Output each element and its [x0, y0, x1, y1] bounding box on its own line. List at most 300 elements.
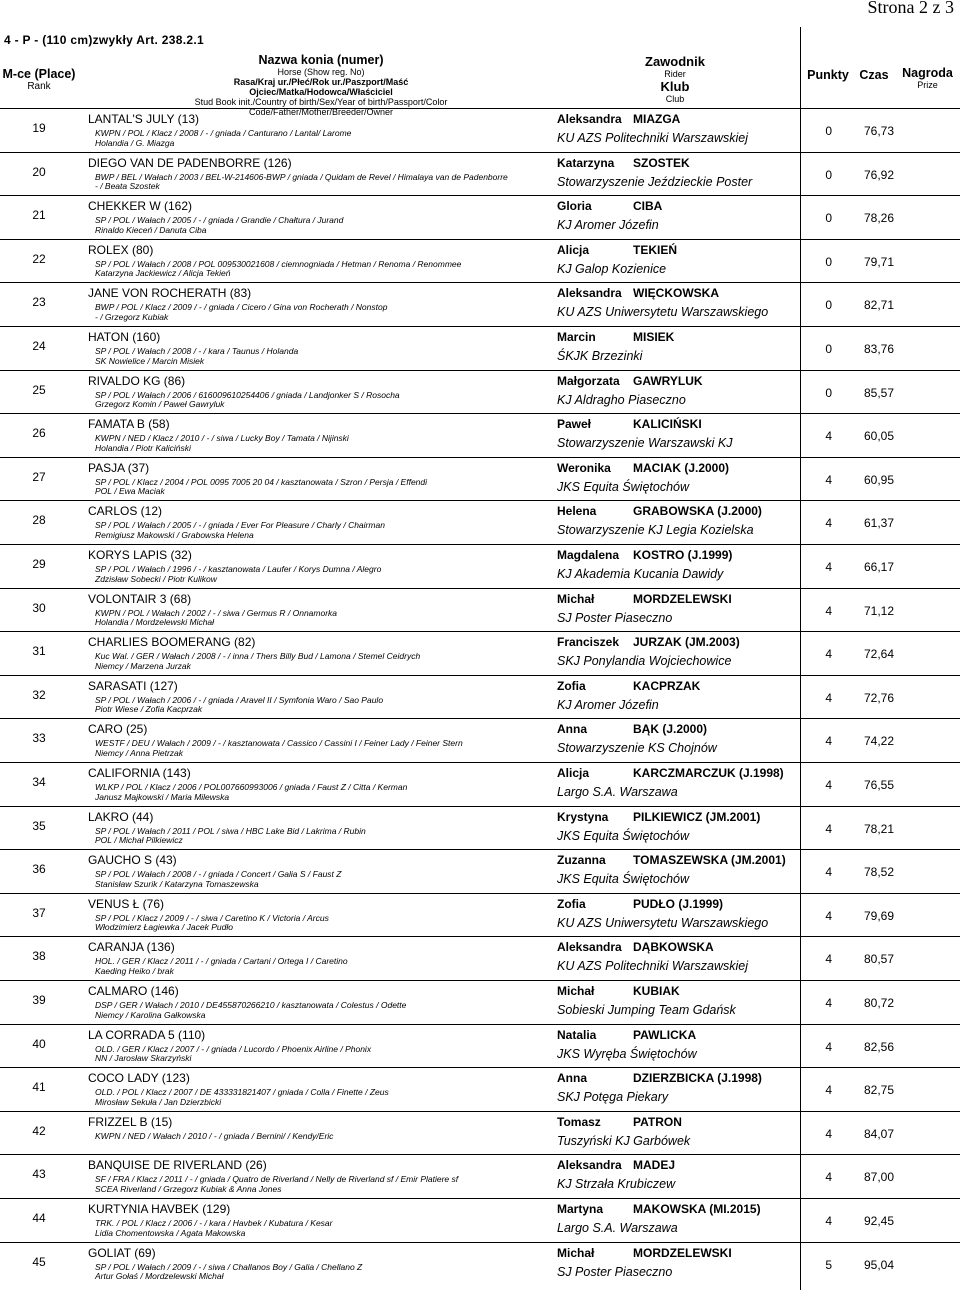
horse-details-line1: Kuc Wal. / GER / Wałach / 2008 / - / inna / Thers Billy Bud / Lamona / Stemel Ceidrych	[95, 651, 421, 662]
horse-details-line2: POL / Ewa Maciak	[95, 486, 165, 497]
rider-name	[557, 112, 680, 126]
club-name: JKS Wyręba Świętochów	[557, 1046, 697, 1061]
rank-cell: 36	[32, 862, 46, 877]
horse-details	[95, 696, 383, 715]
time-cell: 78,21	[863, 821, 894, 836]
time-cell: 60,95	[863, 472, 894, 487]
horse-details-line2: Katarzyna Jackiewicz / Alicja Tekień	[95, 268, 231, 279]
result-row	[0, 936, 960, 981]
rider-last-name: PUDŁO (J.1999)	[633, 896, 724, 911]
horse-name: GAUCHO S (43)	[88, 853, 177, 868]
rank-cell: 30	[32, 600, 46, 615]
rider-last-name: TEKIEŃ	[633, 242, 678, 257]
rider-last-name: BĄK (J.2000)	[633, 722, 708, 737]
horse-details-line1: SP / POL / Wałach / 2006 / - / gniada / Aravel II / Symfonia Waro / Sao Paulo	[95, 694, 384, 705]
horse-details	[95, 1045, 371, 1064]
rider-name	[557, 1028, 696, 1042]
rider-name	[557, 940, 714, 954]
result-row	[0, 1111, 960, 1156]
points-cell: 0	[825, 298, 832, 313]
horse-details-line2: Grzegorz Komin / Paweł Gawryluk	[95, 399, 225, 410]
club-name: SJ Poster Piaseczno	[557, 1264, 673, 1279]
rider-first-name: Zofia	[557, 896, 586, 911]
points-cell: 4	[825, 516, 832, 531]
rank-cell: 33	[32, 731, 46, 746]
horse-details-line1: SP / POL / Wałach / 2006 / 616009610254406 / gniada / Landjonker S / Rosocha	[95, 389, 400, 400]
horse-details-line1: KWPN / NED / Wałach / 2010 / - / gniada / Bernini/ / Kendy/Eric	[95, 1130, 334, 1141]
points-cell: 4	[825, 734, 832, 749]
horse-details-line2: Włodzimierz Łagiewka / Jacek Pudło	[95, 922, 233, 933]
rider-last-name: PILKIEWICZ (JM.2001)	[633, 809, 761, 824]
horse-details	[95, 216, 343, 235]
result-row	[0, 1024, 960, 1069]
horse-details-line1: SP / POL / Wałach / 2009 / - / siwa / Challanos Boy / Galia / Chellano Z	[95, 1261, 363, 1272]
result-row	[0, 849, 960, 894]
time-cell: 85,57	[863, 385, 894, 400]
rider-first-name: Zuzanna	[557, 853, 606, 868]
horse-name: ROLEX (80)	[88, 242, 154, 257]
header-rank-title: M-ce (Place)	[2, 67, 76, 81]
rank-cell: 42	[32, 1123, 46, 1138]
header-prize-title: Nagroda	[902, 66, 953, 80]
time-cell: 87,00	[863, 1170, 894, 1185]
rider-name	[557, 1071, 762, 1085]
horse-details-line1: TRK. / POL / Klacz / 2006 / - / kara / Havbek / Kubatura / Kesar	[95, 1218, 333, 1228]
rider-first-name: Aleksandra	[557, 286, 622, 301]
rank-cell: 31	[32, 644, 46, 659]
rider-name	[557, 766, 784, 780]
horse-details-line1: SF / FRA / Klacz / 2011 / - / gniada / Quatro de Riverland / Nelly de Riverland sf / Emir Platiere sf	[95, 1174, 459, 1185]
horse-details	[95, 870, 341, 889]
rank-cell: 40	[32, 1036, 46, 1051]
rider-first-name: Paweł	[557, 417, 592, 432]
points-cell: 4	[825, 1126, 832, 1141]
rank-cell: 34	[32, 775, 46, 789]
horse-name: JANE VON ROCHERATH (83)	[88, 286, 252, 301]
time-cell: 76,55	[863, 778, 894, 792]
rider-name	[557, 635, 740, 649]
result-row	[0, 1154, 960, 1199]
points-cell: 4	[825, 952, 832, 967]
rider-first-name: Aleksandra	[557, 940, 622, 955]
rider-last-name: MAKOWSKA (MI.2015)	[633, 1202, 761, 1216]
rider-name	[557, 810, 760, 824]
horse-name: BANQUISE DE RIVERLAND (26)	[88, 1158, 267, 1173]
horse-details-line1: OLD. / GER / Klacz / 2007 / - / gniada / Lucordo / Phoenix Airline / Phonix	[95, 1043, 372, 1054]
points-cell: 4	[825, 1083, 832, 1098]
horse-details	[95, 957, 348, 976]
rank-cell: 28	[32, 513, 46, 528]
result-row	[0, 1198, 960, 1243]
horse-details-line2: Niemcy / Anna Pietrzak	[95, 747, 184, 758]
horse-details	[95, 434, 349, 453]
horse-details-line2: Lidia Chomentowska / Agata Makowska	[95, 1227, 246, 1238]
horse-name: CHEKKER W (162)	[88, 199, 193, 214]
horse-details-line2: SCEA Riverland / Grzegorz Kubiak & Anna Jones	[95, 1183, 282, 1194]
rider-last-name: KACPRZAK	[633, 678, 701, 693]
rider-last-name: JURZAK (JM.2003)	[633, 635, 740, 650]
horse-details-line2: Holandia / G. Miazga	[95, 137, 175, 148]
time-cell: 78,52	[863, 865, 894, 880]
horse-details-line2: POL / Michał Pilkiewicz	[95, 835, 183, 846]
club-name: SKJ Potęga Piekary	[557, 1090, 669, 1105]
rider-first-name: Anna	[557, 1071, 587, 1086]
club-name: Stowarzyszenie Warszawski KJ	[557, 436, 733, 451]
result-row	[0, 1242, 960, 1287]
rider-last-name: GRABOWSKA (J.2000)	[633, 504, 762, 519]
horse-details-line2: Holandia / Mordzelewski Michał	[95, 617, 215, 628]
rider-last-name: DĄBKOWSKA	[633, 940, 714, 955]
rider-name	[557, 243, 677, 257]
result-row	[0, 500, 960, 545]
points-cell: 4	[825, 429, 832, 444]
rider-name	[557, 853, 786, 867]
time-cell: 82,75	[863, 1083, 894, 1098]
result-row	[0, 413, 960, 458]
time-cell: 76,92	[863, 167, 894, 182]
points-cell: 4	[825, 560, 832, 574]
time-cell: 76,73	[863, 124, 894, 138]
club-name: KU AZS Uniwersytetu Warszawskiego	[557, 915, 769, 930]
rider-last-name: MORDZELEWSKI	[633, 591, 732, 606]
horse-details-line1: SP / POL / Wałach / 2005 / - / gniada / Grandie / Chałtura / Jurand	[95, 215, 344, 226]
rank-cell: 23	[32, 295, 46, 310]
horse-details-line2: Niemcy / Karolina Gałkowska	[95, 1009, 206, 1020]
rider-last-name: MACIAK (J.2000)	[633, 460, 730, 475]
time-cell: 80,57	[863, 952, 894, 967]
horse-details-line1: SP / POL / Klacz / 2009 / - / siwa / Caretino K / Victoria / Arcus	[95, 912, 329, 923]
points-cell: 4	[825, 778, 832, 792]
result-row	[0, 588, 960, 633]
points-cell: 4	[825, 1214, 832, 1228]
result-row	[0, 631, 960, 676]
club-name: KJ Strzała Krubiczew	[557, 1177, 676, 1192]
horse-name: CARO (25)	[88, 722, 148, 737]
horse-name: KURTYNIA HAVBEK (129)	[88, 1202, 231, 1216]
rider-first-name: Aleksandra	[557, 112, 622, 126]
rider-last-name: KOSTRO (J.1999)	[633, 548, 733, 562]
horse-name: PASJA (37)	[88, 460, 150, 475]
rider-name	[557, 897, 723, 911]
rank-cell: 41	[32, 1080, 46, 1095]
horse-name: CARANJA (136)	[88, 940, 175, 955]
horse-name: RIVALDO KG (86)	[88, 373, 186, 388]
rank-cell: 27	[32, 469, 46, 484]
time-cell: 82,71	[863, 298, 894, 313]
header-rank-sub: Rank	[27, 81, 51, 92]
points-cell: 0	[825, 254, 832, 269]
rider-first-name: Aleksandra	[557, 1158, 622, 1173]
horse-name: DIEGO VAN DE PADENBORRE (126)	[88, 155, 292, 170]
rider-first-name: Helena	[557, 504, 597, 519]
points-cell: 4	[825, 821, 832, 836]
time-cell: 72,76	[863, 690, 894, 705]
time-cell: 72,64	[863, 647, 894, 662]
club-name: KJ Aromer Józefin	[557, 697, 659, 712]
rider-first-name: Tomasz	[557, 1114, 601, 1129]
rider-name	[557, 1202, 761, 1216]
result-row	[0, 762, 960, 807]
rider-name	[557, 1158, 675, 1172]
rank-cell: 19	[32, 121, 46, 135]
horse-details	[95, 260, 461, 279]
result-row	[0, 326, 960, 371]
club-name: KJ Galop Kozienice	[557, 261, 667, 276]
horse-details-line2: Kaeding Heiko / brak	[95, 965, 174, 976]
horse-details-line2: Zdzisław Sobecki / Piotr Kulikow	[95, 573, 217, 584]
rank-cell: 29	[32, 557, 46, 571]
points-cell: 0	[825, 167, 832, 182]
horse-details-line2: - / Grzegorz Kubiak	[95, 311, 169, 322]
horse-details	[95, 391, 400, 410]
rank-cell: 39	[32, 993, 46, 1007]
rider-first-name: Natalia	[557, 1027, 597, 1042]
horse-details-line2: SK Nowielice / Marcin Misiek	[95, 355, 205, 366]
rider-first-name: Krystyna	[557, 809, 609, 824]
rider-last-name: KARCZMARCZUK (J.1998)	[633, 766, 784, 780]
horse-details-line1: DSP / GER / Wałach / 2010 / DE455870266210 / kasztanowata / Colestus / Odette	[95, 1000, 407, 1010]
rider-last-name: KALICIŃSKI	[633, 417, 702, 432]
horse-details-line2: Niemcy / Marzena Jurzak	[95, 660, 191, 671]
result-row	[0, 457, 960, 502]
result-row	[0, 980, 960, 1025]
time-cell: 82,56	[863, 1039, 894, 1054]
header-rider-sub: Rider	[664, 69, 686, 79]
rider-first-name: Małgorzata	[557, 373, 620, 388]
rider-last-name: TOMASZEWSKA (JM.2001)	[633, 853, 786, 868]
horse-details-line1: SP / POL / Wałach / 2011 / POL / siwa / HBC Lake Bid / Lakrima / Rubin	[95, 825, 366, 836]
header-time: Czas	[859, 68, 889, 82]
horse-details	[95, 129, 351, 148]
header-horse-sub3: Ojciec/Matka/Hodowca/Właściciel	[249, 87, 393, 97]
horse-details-line2: Janusz Majkowski / Maria Milewska	[95, 791, 230, 802]
horse-details	[95, 1263, 362, 1282]
horse-details	[95, 1132, 333, 1142]
result-row	[0, 718, 960, 763]
horse-name: LA CORRADA 5 (110)	[88, 1027, 206, 1042]
time-cell: 66,17	[863, 560, 894, 574]
horse-name: CARLOS (12)	[88, 504, 163, 519]
header-horse-title: Nazwa konia (numer)	[258, 53, 384, 67]
header-club-title: Klub	[660, 79, 690, 94]
rider-first-name: Magdalena	[557, 548, 620, 562]
horse-details	[95, 1175, 458, 1194]
horse-details-line2: Mirosław Sekuła / Jan Dzierzbicki	[95, 1096, 222, 1107]
rider-first-name: Alicja	[557, 766, 590, 780]
result-row	[0, 152, 960, 197]
rider-last-name: GAWRYLUK	[633, 373, 703, 388]
points-cell: 0	[825, 342, 832, 356]
horse-details	[95, 1088, 389, 1107]
rank-cell: 38	[32, 949, 46, 964]
result-row	[0, 806, 960, 851]
header-horse-sub2: Rasa/Kraj ur./Płeć/Rok ur./Paszport/Maść	[233, 77, 409, 87]
horse-details	[95, 783, 407, 802]
result-row	[0, 282, 960, 327]
rank-cell: 43	[32, 1167, 46, 1182]
rider-first-name: Michał	[557, 1245, 595, 1260]
time-cell: 74,22	[863, 734, 894, 749]
rank-cell: 37	[32, 905, 46, 920]
horse-details	[95, 739, 463, 758]
points-cell: 4	[825, 472, 832, 487]
result-row	[0, 108, 960, 153]
rank-cell: 20	[32, 164, 46, 179]
rider-name	[557, 199, 662, 213]
time-cell: 60,05	[863, 429, 894, 444]
horse-details-line1: SP / POL / Wałach / 2008 / - / kara / Taunus / Holanda	[95, 346, 299, 356]
rider-last-name: MADEJ	[633, 1158, 676, 1173]
horse-details-line1: HOL. / GER / Klacz / 2011 / - / gniada / Cartani / Ortega I / Caretino	[95, 956, 348, 967]
horse-details-line2: Remigiusz Makowski / Grabowska Helena	[95, 529, 254, 540]
horse-details	[95, 565, 381, 584]
result-row	[0, 544, 960, 589]
rank-cell: 26	[32, 426, 46, 441]
header-prize-sub: Prize	[917, 80, 938, 90]
rank-cell: 21	[32, 208, 46, 223]
rank-cell: 22	[32, 251, 46, 266]
result-row	[0, 675, 960, 720]
rider-name	[557, 1115, 682, 1129]
points-cell: 4	[825, 908, 832, 923]
horse-details-line1: KWPN / POL / Klacz / 2008 / - / gniada / Canturano / Lantal/ Larome	[95, 128, 352, 138]
time-cell: 78,26	[863, 211, 894, 226]
horse-details	[95, 652, 420, 671]
club-name: ŚKJK Brzezinki	[557, 349, 643, 363]
horse-name: CALMARO (146)	[88, 984, 179, 998]
club-name: KJ Aldragho Piaseczno	[557, 392, 686, 407]
club-name: Largo S.A. Warszawa	[557, 1221, 678, 1235]
horse-details-line1: BWP / BEL / Wałach / 2003 / BEL-W-214606-BWP / gniada / Quidam de Revel / Himalaya van de Padenborre	[95, 171, 508, 182]
horse-details	[95, 173, 508, 192]
horse-name: FRIZZEL B (15)	[88, 1114, 173, 1129]
club-name: KJ Aromer Józefin	[557, 218, 659, 233]
club-name: JKS Equita Świętochów	[557, 872, 690, 887]
rank-cell: 44	[32, 1211, 46, 1225]
rider-name	[557, 417, 702, 431]
horse-details-line2: Artur Gołaś / Mordzelewski Michał	[95, 1271, 224, 1282]
rider-first-name: Marcin	[557, 330, 596, 344]
rider-first-name: Anna	[557, 722, 587, 737]
rider-last-name: MIAZGA	[633, 112, 681, 126]
rider-last-name: MISIEK	[633, 330, 675, 344]
horse-details-line1: OLD. / POL / Klacz / 2007 / DE 433331821407 / gniada / Colla / Finette / Zeus	[95, 1087, 389, 1098]
rider-first-name: Katarzyna	[557, 155, 615, 170]
horse-details-line1: SP / POL / Wałach / 2008 / - / gniada / Concert / Galia S / Faust Z	[95, 869, 342, 880]
horse-details	[95, 609, 337, 628]
time-cell: 79,71	[863, 254, 894, 269]
points-cell: 0	[825, 124, 832, 138]
horse-details-line1: WLKP / POL / Klacz / 2006 / POL007660993006 / gniada / Faust Z / Citta / Kerman	[95, 782, 408, 792]
horse-details	[95, 827, 366, 846]
rank-cell: 25	[32, 382, 46, 397]
header-rider	[550, 55, 800, 105]
horse-details-line2: Rinaldo Kieceń / Danuta Ciba	[95, 224, 207, 235]
horse-details	[95, 347, 298, 366]
rider-name	[557, 1246, 732, 1260]
points-cell: 0	[825, 385, 832, 400]
horse-details	[95, 1219, 332, 1238]
horse-details	[95, 1001, 406, 1020]
horse-details-line2: Stanisław Szurik / Katarzyna Tomaszewska	[95, 878, 259, 889]
horse-details-line1: SP / POL / Klacz / 2004 / POL 0095 7005 20 04 / kasztanowata / Szron / Persja / Effendi	[95, 476, 428, 487]
horse-name: CHARLIES BOOMERANG (82)	[88, 635, 256, 650]
rider-name	[557, 548, 732, 562]
rider-first-name: Alicja	[557, 242, 590, 257]
points-cell: 4	[825, 1039, 832, 1054]
club-name: Largo S.A. Warszawa	[557, 785, 678, 799]
rider-first-name: Michał	[557, 984, 595, 998]
points-cell: 4	[825, 690, 832, 705]
header-club-sub: Club	[665, 94, 685, 104]
horse-details-line1: KWPN / NED / Klacz / 2010 / - / siwa / Lucky Boy / Tamata / Nijinski	[95, 433, 349, 444]
rank-cell: 24	[32, 339, 46, 353]
club-name: KU AZS Politechniki Warszawskiej	[557, 959, 749, 974]
horse-name: FAMATA B (58)	[88, 417, 170, 432]
club-name: KJ Akademia Kucania Dawidy	[557, 567, 724, 581]
rider-first-name: Martyna	[557, 1202, 604, 1216]
time-cell: 84,07	[863, 1126, 894, 1141]
page-number: Strona 2 z 3	[867, 0, 954, 17]
club-name: JKS Equita Świętochów	[557, 479, 690, 494]
club-name: Stowarzyszenie KS Chojnów	[557, 741, 717, 756]
club-name: KU AZS Politechniki Warszawskiej	[557, 131, 749, 145]
rider-name	[557, 984, 680, 998]
club-name: KU AZS Uniwersytetu Warszawskiego	[557, 305, 769, 320]
time-cell: 92,45	[863, 1214, 894, 1228]
rider-last-name: MORDZELEWSKI	[633, 1245, 732, 1260]
time-cell: 83,76	[863, 342, 894, 356]
horse-details-line1: BWP / POL / Klacz / 2009 / - / gniada / Cicero / Gina von Rocherath / Nonstop	[95, 302, 388, 313]
horse-name: LAKRO (44)	[88, 809, 154, 824]
rider-first-name: Zofia	[557, 678, 586, 693]
rider-name	[557, 286, 719, 300]
club-name: Stowarzyszenie KJ Legia Kozielska	[557, 523, 754, 538]
header-rank	[0, 67, 78, 92]
club-name: Tuszyński KJ Garbówek	[557, 1133, 691, 1148]
time-cell: 80,72	[863, 996, 894, 1010]
points-cell: 4	[825, 647, 832, 662]
horse-name: LANTAL'S JULY (13)	[88, 112, 199, 126]
points-cell: 0	[825, 211, 832, 226]
horse-details	[95, 914, 329, 933]
horse-details-line1: SP / POL / Wałach / 1996 / - / kasztanowata / Laufer / Korys Dumna / Alegro	[95, 564, 382, 574]
horse-name: KORYS LAPIS (32)	[88, 548, 192, 562]
points-cell: 4	[825, 865, 832, 880]
result-row	[0, 370, 960, 415]
rider-name	[557, 461, 729, 475]
rider-name	[557, 679, 700, 693]
rider-first-name: Franciszek	[557, 635, 620, 650]
header-rider-title: Zawodnik	[645, 54, 705, 69]
rider-last-name: PATRON	[633, 1114, 682, 1129]
rider-last-name: SZOSTEK	[633, 155, 690, 170]
club-name: SKJ Ponylandia Wojciechowice	[557, 654, 732, 669]
rider-last-name: CIBA	[633, 199, 663, 214]
horse-details-line2: - / Beata Szostek	[95, 181, 160, 192]
horse-name: VENUS Ł (76)	[88, 896, 165, 911]
result-row	[0, 239, 960, 284]
club-name: Sobieski Jumping Team Gdańsk	[557, 1003, 736, 1017]
header-horse-sub4: Stud Book init./Country of birth/Sex/Year of birth/Passport/Color Code/Father/Mother/Breeder/Owner	[194, 97, 448, 117]
rider-last-name: KUBIAK	[633, 984, 680, 998]
rider-name	[557, 330, 674, 344]
horse-name: SARASATI (127)	[88, 678, 178, 693]
rider-name	[557, 722, 707, 736]
rider-last-name: WIĘCKOWSKA	[633, 286, 719, 301]
points-cell: 4	[825, 996, 832, 1010]
horse-details	[95, 303, 387, 322]
